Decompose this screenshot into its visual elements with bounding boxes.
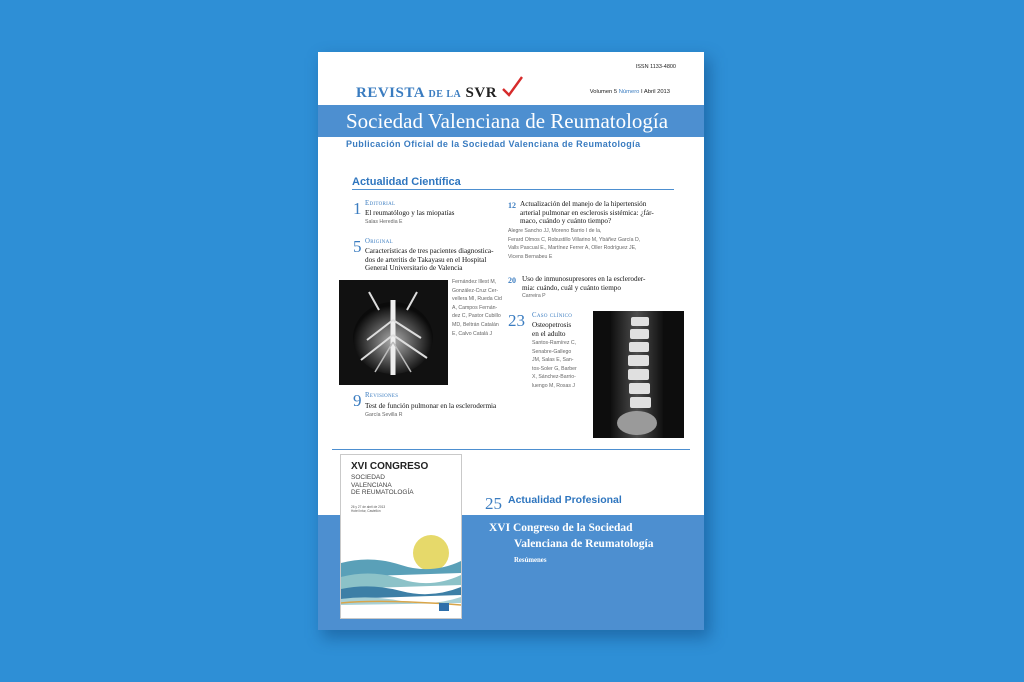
poster-details bbox=[351, 505, 385, 513]
section-divider bbox=[352, 189, 674, 190]
article-number: 1 bbox=[353, 199, 362, 218]
poster-title: XVI CONGRESO bbox=[351, 461, 429, 472]
article-category: Revisiones bbox=[365, 392, 399, 399]
author-line: JM, Salas E, San- bbox=[532, 357, 574, 364]
article-number: 20 bbox=[508, 276, 516, 285]
title-line: maco, cuándo y cuánto tiempo? bbox=[520, 217, 612, 226]
article-title bbox=[520, 200, 654, 226]
article-number: 9 bbox=[353, 391, 362, 410]
article-number: 23 bbox=[508, 311, 525, 330]
article-authors: Carreira P bbox=[522, 293, 546, 299]
congress-poster bbox=[340, 454, 462, 619]
date-label: I Abril 2013 bbox=[640, 89, 670, 95]
journal-title: Sociedad Valenciana de Reumatología bbox=[346, 109, 669, 133]
poster-line: DE REUMATOLOGÍA bbox=[351, 489, 414, 496]
title-line: Características de tres pacientes diagnostica- bbox=[365, 247, 494, 255]
author-line: González-Cruz Cer- bbox=[452, 287, 499, 294]
author-line: vellera MI, Rueda Cid bbox=[452, 296, 502, 303]
spine-illustration bbox=[593, 311, 684, 438]
author-line: MD, Beltrán Catalán bbox=[452, 321, 499, 328]
title-line: Uso de inmunosupresores en la escleroder- bbox=[522, 275, 646, 283]
author-line: A, Campos Fernán- bbox=[452, 304, 498, 311]
author-line: Ferard Olmos C, Robustillo Villarino M, Ybáñez García D, bbox=[508, 236, 641, 243]
author-line: Fernández Illest M, bbox=[452, 279, 497, 285]
article-title bbox=[532, 321, 571, 338]
lower-divider bbox=[332, 449, 690, 450]
section-actualidad-profesional: Actualidad Profesional bbox=[508, 494, 622, 506]
logo-word-revista: REVISTA bbox=[356, 85, 425, 101]
article-title bbox=[522, 275, 645, 292]
title-band bbox=[318, 105, 704, 137]
title-line: General Universitario de Valencia bbox=[365, 264, 463, 273]
poster-subtitle bbox=[351, 474, 414, 497]
logo-word-dela: DE LA bbox=[428, 89, 462, 100]
article-title: Test de función pulmonar en la esclerodermia bbox=[365, 402, 497, 410]
issn-text: ISSN 1133-4800 bbox=[635, 64, 676, 70]
xray-illustration bbox=[339, 280, 448, 385]
article-authors bbox=[452, 278, 508, 338]
poster-venue: Hotel Intur, Castellón bbox=[351, 509, 381, 513]
volume-info bbox=[590, 89, 670, 95]
article-title bbox=[365, 247, 494, 273]
magazine-cover bbox=[318, 52, 704, 630]
author-line: Alegre Sancho JJ, Moreno Barrio I de la, bbox=[508, 228, 602, 234]
number-label: Número bbox=[618, 89, 640, 95]
journal-subtitle: Publicación Oficial de la Sociedad Valenciana de Reumatología bbox=[346, 139, 641, 149]
article-category: Caso clínico bbox=[532, 312, 573, 319]
article-category: Original bbox=[365, 238, 393, 245]
article-authors bbox=[508, 227, 640, 261]
title-line: en el adulto bbox=[532, 329, 566, 338]
article-authors bbox=[532, 339, 592, 391]
author-line: dez C, Pastor Cubillo bbox=[452, 313, 501, 320]
poster-date: 26 y 27 de abril de 2013 bbox=[351, 505, 386, 509]
title-line: Osteopetrosis bbox=[532, 321, 572, 329]
congreso-title-line1: XVI Congreso de la Sociedad bbox=[489, 522, 633, 534]
spine-xray-image bbox=[593, 311, 684, 438]
congreso-title-line2: Valenciana de Reumatología bbox=[514, 538, 654, 550]
title-line: arterial pulmonar en esclerosis sistémica: ¿fár- bbox=[520, 208, 654, 217]
article-category: Editorial bbox=[365, 200, 396, 207]
article-number: 12 bbox=[508, 201, 516, 210]
author-line: X, Sánchez-Barrio- bbox=[532, 374, 576, 381]
title-line: Actualización del manejo de la hipertensión bbox=[520, 200, 647, 208]
article-authors: Salas Heredia E bbox=[365, 219, 403, 225]
article-title: El reumatólogo y las miopatías bbox=[365, 209, 455, 217]
congreso-resumenes: Resúmenes bbox=[514, 557, 547, 564]
volume-label: Volumen 5 bbox=[589, 89, 618, 95]
author-line: Vicens Bernabeu E bbox=[508, 253, 553, 260]
poster-line: SOCIEDAD bbox=[351, 474, 385, 481]
article-authors: García Sevilla R bbox=[365, 412, 403, 418]
angiography-image bbox=[339, 280, 448, 385]
article-number: 5 bbox=[353, 237, 362, 256]
actualidad-profesional-number: 25 bbox=[485, 494, 502, 513]
author-line: E, Calvo Catalá J bbox=[452, 330, 493, 337]
author-line: tos-Soler G, Barber bbox=[532, 365, 577, 372]
poster-artwork bbox=[341, 515, 461, 618]
logo-svr: SVR bbox=[465, 85, 498, 101]
title-line: dos de arteritis de Takayasu en el Hospital bbox=[365, 255, 487, 264]
checkmark-icon bbox=[500, 75, 524, 99]
author-line: luengo M, Rosas J bbox=[532, 382, 575, 389]
poster-line: VALENCIANA bbox=[351, 481, 392, 489]
author-line: Valls Pascual E., Martínez Ferrer A, Oller Rodríguez JE, bbox=[508, 245, 637, 252]
title-line: mia: cuándo, cuál y cuánto tiempo bbox=[522, 283, 621, 292]
journal-logo bbox=[356, 85, 497, 102]
author-line: Santos-Ramírez C, bbox=[532, 340, 577, 346]
author-line: Senabre-Gallego bbox=[532, 348, 572, 355]
section-actualidad-cientifica: Actualidad Científica bbox=[352, 176, 461, 188]
